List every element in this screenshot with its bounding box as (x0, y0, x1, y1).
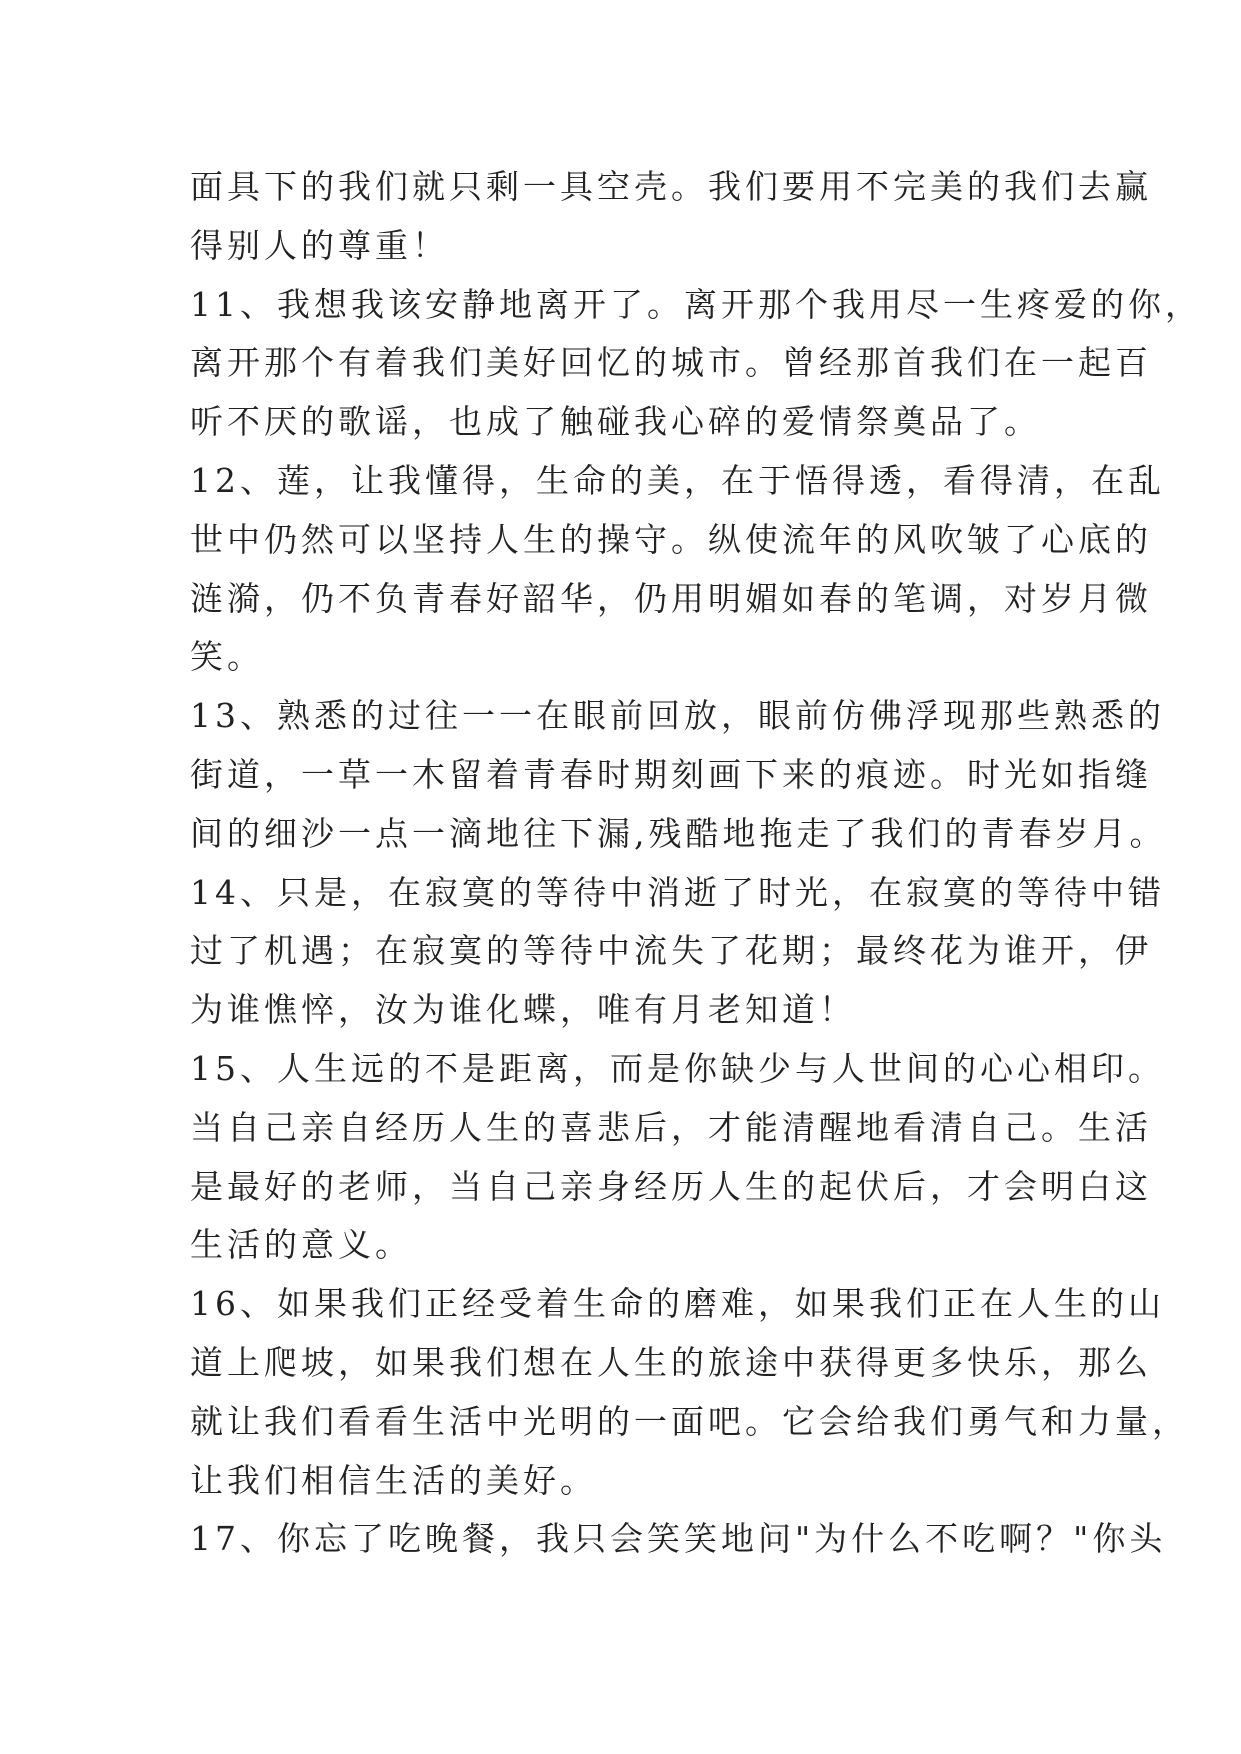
text-line: 道上爬坡，如果我们想在人生的旅途中获得更多快乐，那么 (190, 1342, 1152, 1382)
text-line: 面具下的我们就只剩一具空壳。我们要用不完美的我们去赢 (190, 167, 1152, 206)
body-text (190, 158, 1202, 1569)
text-line: 涟漪，仍不负青春好韶华，仍用明媚如春的笔调，对岁月微 (190, 578, 1152, 618)
text-line: 街道，一草一木留着青春时期刻画下来的痕迹。时光如指缝 (190, 754, 1152, 794)
text-line: 16、如果我们正经受着生命的磨难，如果我们正在人生的山 (190, 1284, 1165, 1324)
text-line: 笑。 (190, 637, 264, 677)
text-line: 让我们相信生活的美好。 (190, 1460, 597, 1500)
text-line: 离开那个有着我们美好回忆的城市。曾经那首我们在一起百 (190, 343, 1152, 383)
text-line: 为谁憔悴，汝为谁化蝶，唯有月老知道！ (190, 990, 856, 1030)
text-line: 得别人的尊重！ (190, 225, 449, 265)
text-line: 是最好的老师，当自己亲身经历人生的起伏后，才会明白这 (190, 1166, 1152, 1206)
text-line: 过了机遇；在寂寞的等待中流失了花期；最终花为谁开，伊 (190, 931, 1152, 971)
text-line: 15、人生远的不是距离，而是你缺少与人世间的心心相印。 (190, 1048, 1165, 1088)
text-line: 间的细沙一点一滴地往下漏,残酷地拖走了我们的青春岁月。 (190, 813, 1167, 853)
text-line: 世中仍然可以坚持人生的操守。纵使流年的风吹皱了心底的 (190, 519, 1152, 559)
text-line: 听不厌的歌谣，也成了触碰我心碎的爱情祭奠品了。 (190, 402, 1041, 442)
text-line: 就让我们看看生活中光明的一面吧。它会给我们勇气和力量， (190, 1401, 1189, 1441)
text-line: 11、我想我该安静地离开了。离开那个我用尽一生疼爱的你， (190, 284, 1202, 324)
text-line: 14、只是，在寂寞的等待中消逝了时光，在寂寞的等待中错 (190, 872, 1165, 912)
text-line: 当自己亲自经历人生的喜悲后，才能清醒地看清自己。生活 (190, 1107, 1152, 1147)
text-line: 生活的意义。 (190, 1225, 412, 1265)
text-line: 13、熟悉的过往一一在眼前回放，眼前仿佛浮现那些熟悉的 (190, 696, 1165, 736)
text-line: 17、你忘了吃晚餐，我只会笑笑地问"为什么不吃啊？"你头 (190, 1519, 1167, 1559)
text-line: 12、莲，让我懂得，生命的美，在于悟得透，看得清，在乱 (190, 460, 1165, 500)
